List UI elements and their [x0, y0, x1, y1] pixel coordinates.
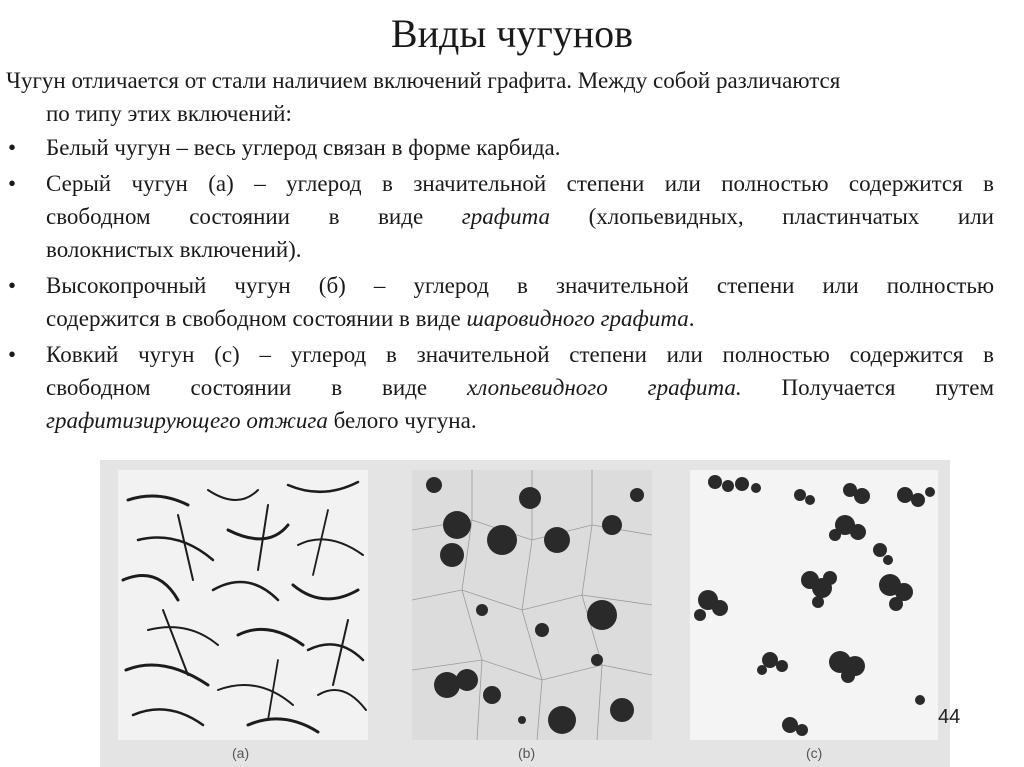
bullet-white-iron: [6, 131, 994, 164]
intro-paragraph: [6, 64, 994, 130]
slide-title: Виды чугунов: [390, 11, 634, 56]
italic-term: графита: [461, 204, 550, 229]
text-run: белого чугуна.: [327, 408, 477, 433]
micrograph-grey-iron: [118, 470, 368, 740]
italic-term: хлопьевидного графита.: [467, 375, 742, 400]
italic-term: графитизирующего отжига: [46, 408, 328, 433]
bullet-line: Ковкий чугун (с) – углерод в значительной степени или полностью содержится в: [46, 342, 994, 367]
bullet-text: Белый чугун – весь углерод связан в форме карбида.: [46, 135, 561, 160]
caption-a: (a): [232, 745, 250, 761]
bullet-line: [46, 200, 994, 233]
flake-graphite-image: [118, 470, 368, 740]
text-run: свободном состоянии в виде: [46, 375, 468, 400]
text-run: (хлопьевидных, пластинчатых или: [549, 204, 994, 229]
bullet-line: [46, 302, 994, 335]
bullet-grey-iron: [6, 167, 994, 266]
bullet-marker: •: [8, 171, 17, 196]
bullet-marker: •: [8, 135, 17, 160]
micrograph-ductile-iron: [412, 470, 652, 740]
italic-term: шаровидного графита: [466, 306, 689, 331]
intro-line-2: по типу этих включений:: [46, 101, 292, 126]
bullet-ductile-iron: [6, 269, 994, 335]
caption-b: (b): [518, 745, 536, 761]
bullet-marker: •: [8, 342, 17, 367]
bullet-line: [46, 371, 994, 404]
micrograph-malleable-iron: [690, 470, 938, 740]
bullet-marker: •: [8, 273, 17, 298]
bullet-malleable-iron: [6, 338, 994, 437]
bullet-line: [46, 404, 994, 437]
text-run: свободном состоянии в виде: [46, 204, 462, 229]
bullet-line: Серый чугун (а) – углерод в значительной степени или полностью содержится в: [46, 171, 994, 196]
text-run: Получается путем: [741, 375, 994, 400]
page-number: 44: [938, 706, 961, 728]
bullet-list: [6, 131, 994, 440]
temper-graphite-image: [690, 470, 938, 740]
nodular-graphite-image: [412, 470, 652, 740]
caption-c: (c): [806, 745, 823, 761]
text-run: содержится в свободном состоянии в виде: [46, 306, 467, 331]
text-run: .: [688, 306, 695, 331]
bullet-line: волокнистых включений).: [46, 237, 302, 262]
bullet-line: Высокопрочный чугун (б) – углерод в значительной степени или полностью: [46, 273, 994, 298]
intro-line-1: Чугун отличается от стали наличием включений графита. Между собой различаются: [6, 68, 841, 93]
